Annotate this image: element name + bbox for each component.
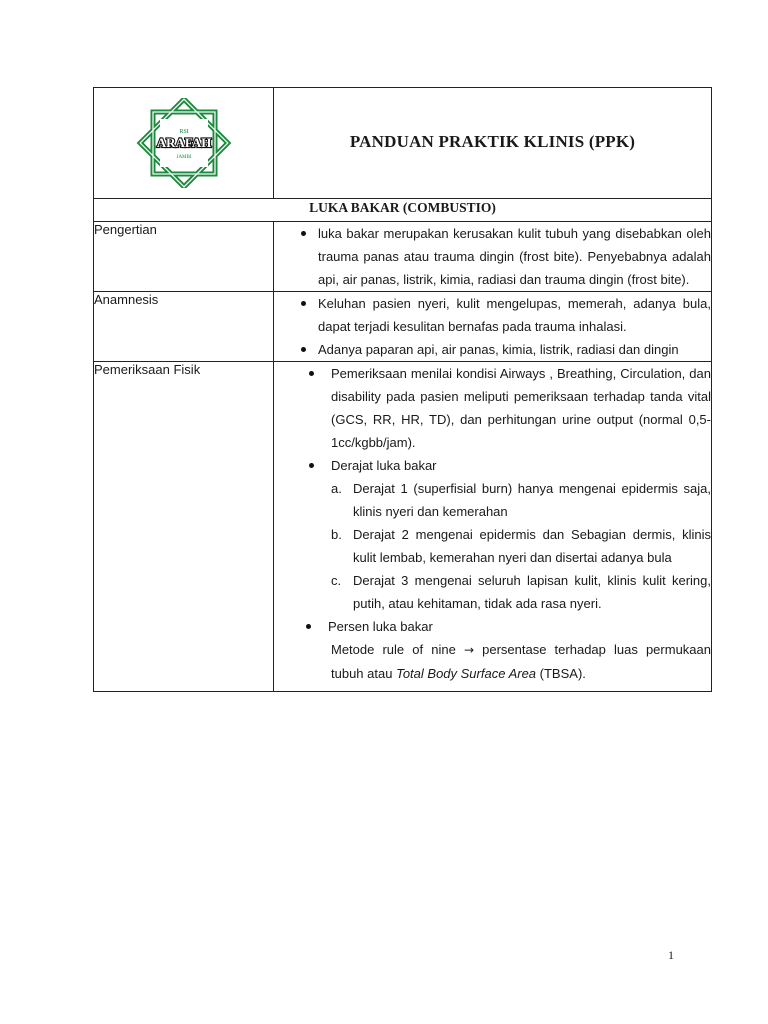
label-pengertian: Pengertian (94, 222, 274, 292)
item-text: luka bakar merupakan kerusakan kulit tubuh yang disebabkan oleh trauma panas atau trauma dingin (frost bite). Penyebabnya adalah api, air panas, listrik, kimia, radiasi dan trauma dingin (frost bite). (318, 226, 711, 287)
logo-text-main: ARAFAH (156, 135, 212, 150)
bullet-icon (301, 301, 306, 306)
logo-text-bottom: JAMBI (176, 155, 192, 160)
item-text: Adanya paparan api, air panas, kimia, listrik, radiasi dan dingin (318, 342, 679, 357)
item-text: Derajat luka bakar (331, 458, 437, 473)
item-text: Pemeriksaan menilai kondisi Airways , Breathing, Circulation, dan disability pada pasien meliputi pemeriksaan terhadap tanda vital (GCS, RR, HR, TD), dan perhitungan urine output (normal 0,5-1cc/kgbb/jam). (331, 366, 711, 450)
ppk-table (93, 87, 712, 692)
item-marker: a. (331, 481, 342, 496)
metode-paragraph (331, 638, 711, 685)
subtitle-cell (94, 199, 712, 222)
bullet-icon (309, 371, 314, 376)
arrow-right-icon: → (463, 643, 474, 657)
list-item (318, 292, 711, 338)
bullet-icon (301, 231, 306, 236)
item-text: Keluhan pasien nyeri, kulit mengelupas, memerah, adanya bula, dapat terjadi kesulitan bernafas pada trauma inhalasi. (318, 296, 711, 334)
item-text: Persen luka bakar (328, 619, 433, 634)
metode-text-a: Metode rule of nine (331, 642, 456, 657)
page-title: PANDUAN PRAKTIK KLINIS (PPK) (349, 132, 636, 151)
list-item (328, 615, 711, 685)
list-item (331, 454, 711, 615)
section-title: LUKA BAKAR (COMBUSTIO) (309, 200, 496, 215)
item-marker: b. (331, 527, 342, 542)
bullet-icon (306, 624, 311, 629)
item-marker: c. (331, 573, 342, 588)
derajat-list (331, 477, 711, 615)
metode-text-c: (TBSA). (539, 666, 586, 681)
list-item (318, 338, 711, 361)
item-text: Derajat 2 mengenai epidermis dan Sebagian dermis, klinis kulit lembab, kemerahan nyeri dan disertai adanya bula (353, 527, 711, 565)
list-item (318, 222, 711, 291)
label-anamnesis: Anamnesis (94, 292, 274, 362)
list-item (331, 362, 711, 454)
metode-text-italic: Total Body Surface Area (396, 666, 537, 681)
content-anamnesis (274, 292, 712, 362)
logo-cell (94, 88, 274, 199)
bullet-icon (301, 347, 306, 352)
label-pemeriksaan-fisik: Pemeriksaan Fisik (94, 362, 274, 692)
list-item (331, 523, 711, 569)
row-pemeriksaan-fisik (94, 362, 712, 692)
item-text: Derajat 3 mengenai seluruh lapisan kulit, klinis kulit kering, putih, atau kehitaman, tidak ada rasa nyeri. (353, 573, 711, 611)
hospital-logo (134, 98, 234, 188)
page-number: 1 (668, 948, 674, 962)
item-text: Derajat 1 (superfisial burn) hanya mengenai epidermis saja, klinis nyeri dan kemerahan (353, 481, 711, 519)
content-pengertian (274, 222, 712, 292)
content-pemeriksaan-fisik (274, 362, 712, 692)
list-item (331, 477, 711, 523)
logo-text-top: RSI (179, 129, 189, 135)
row-anamnesis (94, 292, 712, 362)
bullet-icon (309, 463, 314, 468)
metode-text-b: persentase terhadap luas permukaan tubuh atau (331, 642, 711, 681)
row-pengertian (94, 222, 712, 292)
title-cell (274, 88, 712, 199)
list-item (331, 569, 711, 615)
